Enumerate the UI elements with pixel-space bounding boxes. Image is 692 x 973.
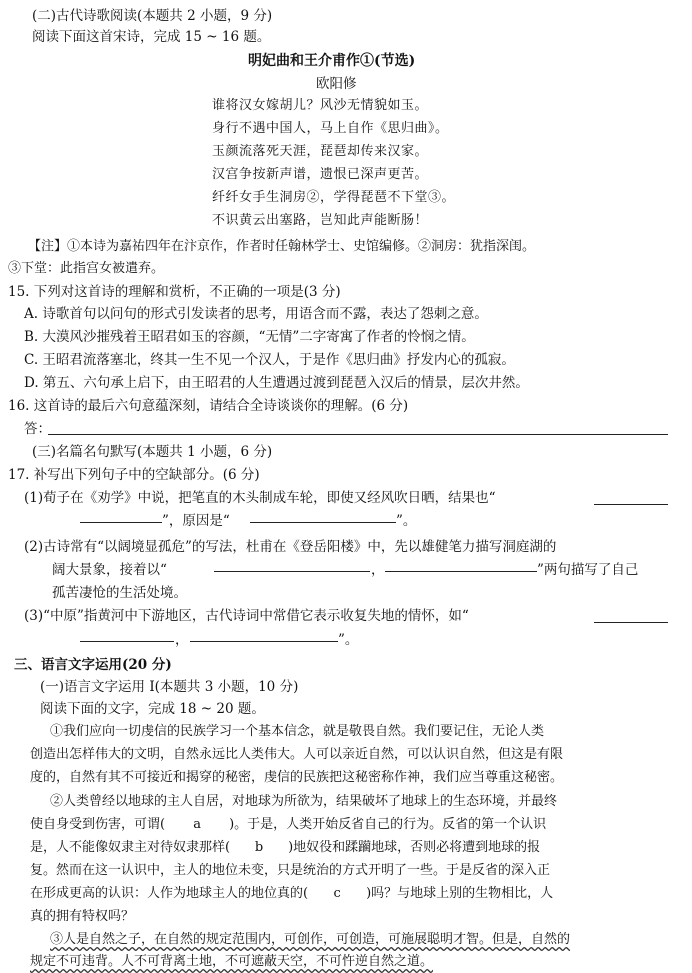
fill-blank[interactable] bbox=[214, 559, 370, 572]
passage-line: 在形成更高的认识：人作为地球主人的地位真的( c )吗？与地球上别的生物相比，人 bbox=[30, 886, 554, 901]
poem-line: 纤纤女手生洞房②，学得琵琶不下堂③。 bbox=[212, 190, 456, 205]
fill-blank[interactable] bbox=[80, 629, 174, 642]
q17-item-2-tail: ”两句描写了自己 bbox=[537, 562, 639, 578]
poem-line: 谁将汉女嫁胡儿？风沙无情貌如玉。 bbox=[212, 98, 429, 113]
option-a: A. 诗歌首句以问句的形式引发读者的思考，用语含而不露，表达了怨刺之意。 bbox=[24, 306, 488, 322]
part3-instruction: 阅读下面的文字，完成 18 ~ 20 题。 bbox=[40, 701, 265, 717]
passage-line: 是，人不能像奴隶主对待奴隶那样( b )地奴役和蹂躏地球，否则必将遭到地球的报 bbox=[30, 840, 541, 855]
fill-blank[interactable] bbox=[594, 610, 668, 623]
passage-line-underlined: ③人是自然之子，在自然的规定范围内，可创作，可创造，可施展聪明才智。但是，自然的 bbox=[50, 932, 571, 947]
question-15-stem: 15. 下列对这首诗的理解和赏析，不正确的一项是(3 分) bbox=[8, 284, 341, 300]
poem-line: 玉颜流落死天涯，琵琶却传来汉家。 bbox=[212, 144, 429, 159]
q17-item-3: (3)“中原”指黄河中下游地区，古代诗词中常借它表示收复失地的情怀，如“ bbox=[24, 608, 469, 624]
fill-blank[interactable] bbox=[190, 629, 338, 642]
section-header-recitation: (三)名篇名句默写(本题共 1 小题，6 分) bbox=[32, 444, 273, 460]
q17-item-1-end: ”。 bbox=[396, 513, 417, 529]
blank-a: a bbox=[193, 817, 201, 832]
question-17-stem: 17. 补写出下列句子中的空缺部分。(6 分) bbox=[8, 467, 260, 483]
passage-line: ①我们应向一切虔信的民族学习一个基本信念，就是敬畏自然。我们要记住，无论人类 bbox=[50, 724, 545, 739]
fill-blank[interactable] bbox=[594, 492, 668, 505]
q17-item-2-cont: 阔大景象，接着以“ bbox=[52, 562, 167, 578]
passage-line: 复。然而在这一认识中，主人的地位未变，只是统治的方式开明了一些。于是反省的深入正 bbox=[30, 863, 551, 878]
fill-blank[interactable] bbox=[250, 510, 396, 523]
part3-subheader: (一)语言文字运用 Ⅰ(本题共 3 小题，10 分) bbox=[40, 679, 299, 695]
poem-title: 明妃曲和王介甫作①(节选) bbox=[248, 53, 416, 69]
q17-item-1: (1)荀子在《劝学》中说，把笔直的木头制成车轮，即使又经风吹日晒，结果也“ bbox=[24, 490, 496, 506]
q17-item-3-end: ”。 bbox=[338, 632, 359, 648]
answer-label: 答： bbox=[24, 421, 51, 437]
q17-item-2-comma: ， bbox=[371, 562, 385, 578]
fill-blank[interactable] bbox=[385, 559, 537, 572]
fill-blank[interactable] bbox=[80, 510, 162, 523]
poem-line: 汉宫争按新声谱，遗恨已深声更苦。 bbox=[212, 167, 429, 182]
question-16-stem: 16. 这首诗的最后六句意蕴深刻，请结合全诗谈谈你的理解。(6 分) bbox=[8, 398, 409, 414]
passage-line-underlined: 规定不可违背。人不可背离土地，不可遮蔽天空，不可忤逆自然之道。 bbox=[30, 954, 434, 969]
blank-c: c bbox=[333, 886, 341, 901]
passage-line: 使自身受到伤害，可谓( a )。于是，人类开始反省自己的行为。反省的第一个认识 bbox=[30, 817, 547, 832]
poem-note: ③下堂：此指宫女被遣弃。 bbox=[8, 261, 165, 276]
option-d: D. 第五、六句承上启下，由王昭君的人生遭遇过渡到琵琶入汉后的情景，层次井然。 bbox=[24, 375, 529, 391]
instruction-poetry: 阅读下面这首宋诗，完成 15 ~ 16 题。 bbox=[32, 29, 271, 45]
q17-item-1-cont: ”，原因是“ bbox=[162, 513, 230, 529]
answer-line[interactable] bbox=[48, 434, 668, 435]
poem-line: 身行不遇中国人，马上自作《思归曲》。 bbox=[212, 121, 449, 136]
passage-line: 度的，自然有其不可接近和揭穿的秘密，虔信的民族把这秘密称作神，我们应当尊重这秘密。 bbox=[30, 770, 564, 785]
option-c: C. 王昭君流落塞北，终其一生不见一个汉人，于是作《思归曲》抒发内心的孤寂。 bbox=[24, 352, 515, 368]
passage-line: ②人类曾经以地球的主人自居，对地球为所欲为，结果破坏了地球上的生态环境，并最终 bbox=[50, 794, 558, 809]
option-b: B. 大漠风沙摧残着王昭君如玉的容颜，“无情”二字寄寓了作者的怜悯之情。 bbox=[24, 329, 475, 345]
q17-item-2-end: 孤苦凄怆的生活处境。 bbox=[52, 585, 187, 601]
poem-line: 不识黄云出塞路，岂知此声能断肠！ bbox=[212, 213, 429, 228]
passage-line: 真的拥有特权吗？ bbox=[30, 909, 135, 924]
poem-author: 欧阳修 bbox=[316, 76, 357, 92]
blank-b: b bbox=[254, 840, 264, 855]
q17-item-2: (2)古诗常有“以阔境显孤危”的写法，杜甫在《登岳阳楼》中，先以雄健笔力描写洞庭湖的 bbox=[24, 539, 557, 555]
part3-header: 三、语言文字运用(20 分) bbox=[14, 657, 172, 673]
poem-note: 【注】①本诗为嘉祐四年在汴京作，作者时任翰林学士、史馆编修。②洞房：犹指深闺。 bbox=[28, 239, 536, 254]
passage-line: 创造出怎样伟大的文明，自然永远比人类伟大。人可以亲近自然，可以认识自然，但这是有限 bbox=[30, 747, 564, 762]
section-header-poetry: (二)古代诗歌阅读(本题共 2 小题，9 分) bbox=[32, 8, 273, 24]
q17-item-3-comma: ， bbox=[175, 632, 189, 648]
